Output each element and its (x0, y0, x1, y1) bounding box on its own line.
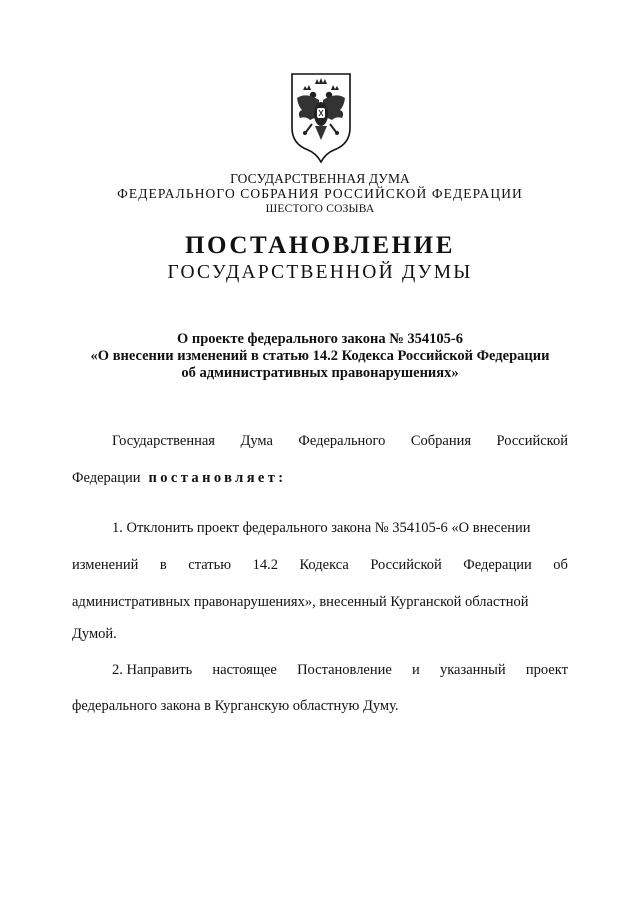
preamble-word: Федерального (298, 433, 386, 449)
preamble-word: Собрания (410, 433, 472, 449)
subject-line-3: об административных правонарушениях» (181, 365, 459, 381)
coat-of-arms-icon (286, 70, 356, 166)
item2-word: настоящее (212, 662, 277, 678)
document-title: ПОСТАНОВЛЕНИЕ (184, 232, 456, 259)
item1-line-4: Думой. (72, 626, 117, 642)
item2-line-1 (112, 662, 568, 679)
subject-line-2: «О внесении изменений в статью 14.2 Кодекса Российской Федерации (90, 348, 550, 364)
issuer-convocation: ШЕСТОГО СОЗЫВА (265, 203, 375, 215)
subject-line-1: О проекте федерального закона № 354105-6 (176, 331, 464, 347)
item2-word: и (412, 662, 420, 678)
item1-word: Федерации (463, 557, 532, 573)
item1-word: в (159, 557, 167, 573)
preamble-word: Государственная (112, 433, 215, 449)
item1-line-3: административных правонарушениях», внесенный Курганской областной (72, 594, 529, 610)
preamble-line-2 (72, 470, 568, 487)
item1-word: Российской (370, 557, 442, 573)
item2-word: проект (525, 662, 568, 678)
issuer-line-1: ГОСУДАРСТВЕННАЯ ДУМА (230, 171, 410, 186)
item1-word: изменений (72, 557, 139, 573)
preamble-verb: постановляет: (148, 470, 287, 486)
issuer-line-2: ФЕДЕРАЛЬНОГО СОБРАНИЯ РОССИЙСКОЙ ФЕДЕРАЦИИ (117, 186, 523, 201)
item1-word: 14.2 (252, 557, 278, 573)
item1-line-1: 1. Отклонить проект федерального закона № 354105-6 «О внесении (112, 520, 531, 536)
item1-line-2 (72, 557, 568, 574)
item1-word: статью (188, 557, 232, 573)
item1-word: об (553, 557, 568, 573)
preamble-line-1 (112, 433, 568, 450)
item2-word: Постановление (297, 662, 392, 678)
item2-word: 2. Направить (112, 662, 193, 678)
item2-word: указанный (439, 662, 506, 678)
preamble-word: Дума (240, 433, 273, 449)
preamble-text: Федерации (72, 470, 141, 486)
preamble-word: Российской (496, 433, 568, 449)
item1-word: Кодекса (299, 557, 349, 573)
document-subtitle: ГОСУДАРСТВЕННОЙ ДУМЫ (167, 262, 473, 283)
item2-line-2: федерального закона в Курганскую областную Думу. (72, 698, 399, 714)
